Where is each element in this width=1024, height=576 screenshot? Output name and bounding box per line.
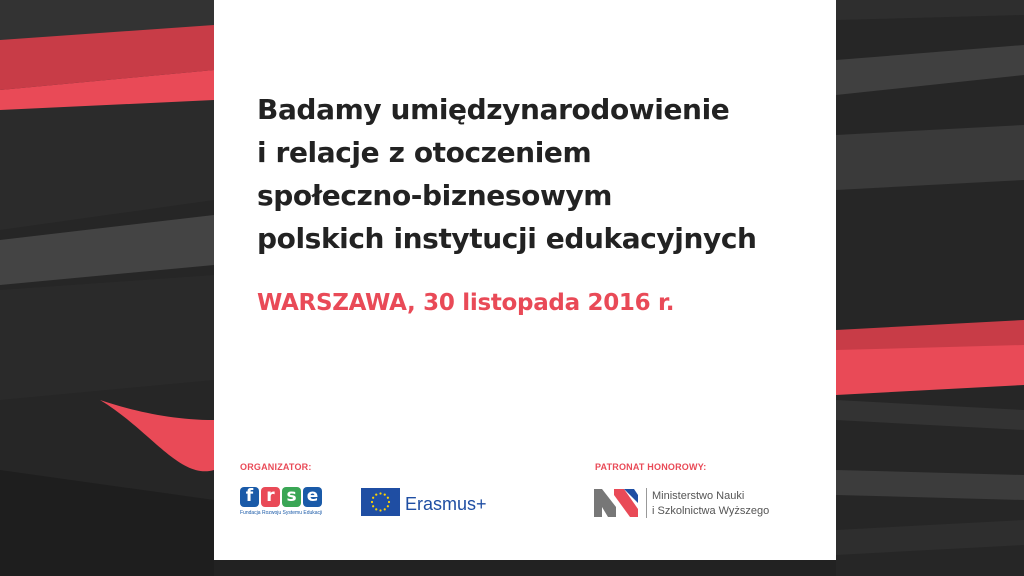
eu-star [375, 494, 377, 496]
headline [257, 88, 817, 260]
organizer-label: ORGANIZATOR: [240, 462, 312, 472]
eu-star [379, 492, 381, 494]
eu-star [375, 508, 377, 510]
headline-line: polskich instytucji edukacyjnych [257, 222, 757, 255]
eu-star [384, 508, 386, 510]
frse-letter: f [240, 487, 259, 507]
frse-letter: s [282, 487, 301, 507]
ministry-name [652, 489, 769, 519]
eu-star [379, 509, 381, 511]
eu-star [372, 505, 374, 507]
ministry-logo-icon [594, 489, 642, 517]
frse-logo [240, 487, 324, 516]
headline-line: Badamy umiędzynarodowienie [257, 93, 730, 126]
frse-letter: e [303, 487, 322, 507]
eu-star [372, 497, 374, 499]
eu-star [387, 497, 389, 499]
headline-line: i relacje z otoczeniem [257, 136, 592, 169]
erasmus-logo-text: Erasmus+ [405, 494, 487, 514]
content-card [214, 0, 836, 560]
eu-star [384, 494, 386, 496]
patron-label: PATRONAT HONOROWY: [595, 462, 707, 472]
event-location-date: WARSZAWA, 30 listopada 2016 r. [257, 290, 675, 316]
eu-star [387, 505, 389, 507]
eu-flag-icon [361, 488, 400, 516]
frse-letter: r [261, 487, 280, 507]
frse-subtitle: Fundacja Rozwoju Systemu Edukacji [240, 510, 323, 516]
headline-line: społeczno-biznesowym [257, 179, 613, 212]
eu-star [371, 501, 373, 503]
eu-star [388, 501, 390, 503]
ministry-line: i Szkolnictwa Wyższego [652, 505, 770, 517]
ministry-line: Ministerstwo Nauki [652, 490, 745, 502]
divider [646, 488, 647, 518]
